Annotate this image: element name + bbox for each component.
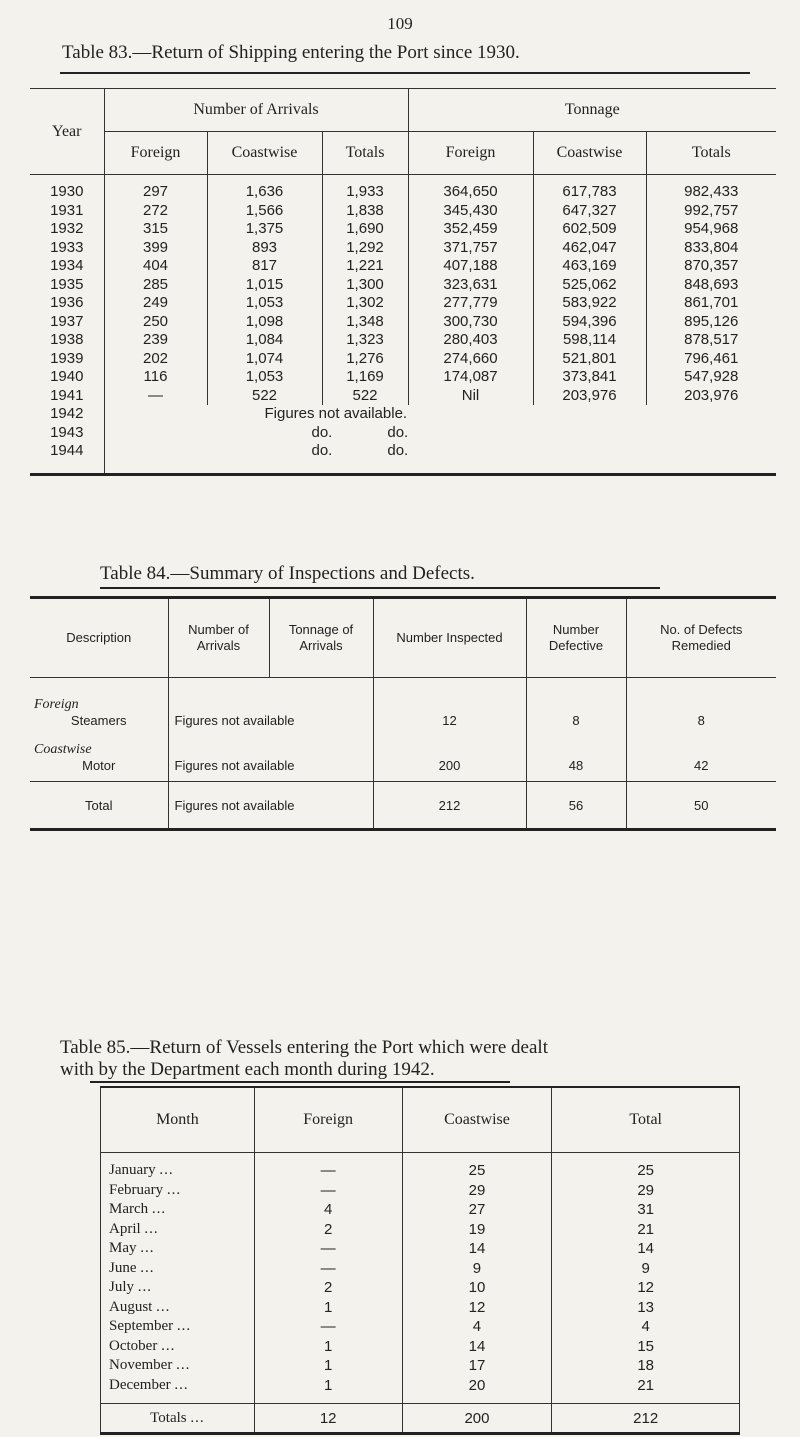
table-cell: 1,276 xyxy=(322,350,408,369)
table-cell: 4 xyxy=(552,1317,740,1337)
cell-text: Steamers xyxy=(70,712,127,728)
table-cell: 31 xyxy=(552,1200,740,1220)
table-cell: 992,757 xyxy=(646,202,776,221)
remedied-header: No. of Defects Remedied xyxy=(626,598,776,678)
table-cell: 56 xyxy=(526,782,626,830)
cell-text: July xyxy=(109,1279,135,1296)
table-cell: 1941 xyxy=(50,386,84,404)
table-cell: 1,302 xyxy=(322,294,408,313)
table-84-caption: Table 84.—Summary of Inspections and Defects. xyxy=(100,563,475,584)
table-cell: 1,636 xyxy=(207,175,322,202)
table-row-total xyxy=(30,782,776,830)
cell-text: Totals xyxy=(150,1409,187,1426)
table-cell xyxy=(101,1376,255,1404)
table-cell: 870,357 xyxy=(646,257,776,276)
defective-header: Number Defective xyxy=(526,598,626,678)
table-85 xyxy=(100,1086,740,1435)
table-row xyxy=(30,313,776,332)
table-cell: 13 xyxy=(552,1298,740,1318)
table-cell: 9 xyxy=(552,1259,740,1279)
table-cell: 1,933 xyxy=(322,175,408,202)
cell-text: November xyxy=(109,1357,173,1374)
arrivals-totals-header: Totals xyxy=(322,132,408,175)
table-85-rule xyxy=(90,1081,510,1083)
coastwise-header: Coastwise xyxy=(402,1087,552,1153)
table-cell: 1,838 xyxy=(322,202,408,221)
table-cell: 12 xyxy=(254,1404,402,1434)
table-cell: 4 xyxy=(254,1200,402,1220)
table-cell xyxy=(101,1278,255,1298)
table-cell: 50 xyxy=(626,782,776,830)
table-cell: 878,517 xyxy=(646,331,776,350)
table-cell: 522 xyxy=(322,387,408,406)
table-cell: 1 xyxy=(254,1298,402,1318)
table-cell: 1940 xyxy=(50,368,84,386)
table-cell: 861,701 xyxy=(646,294,776,313)
table-cell xyxy=(101,1298,255,1318)
cell-text: August xyxy=(109,1298,153,1315)
cell-text: ... xyxy=(176,1357,191,1374)
table-cell: 1930 xyxy=(50,183,84,201)
cell-text: April xyxy=(109,1220,141,1237)
cell-text: September xyxy=(109,1318,174,1335)
table-cell: 1 xyxy=(254,1337,402,1357)
table-cell: 1,690 xyxy=(322,220,408,239)
cell-text: ... xyxy=(144,1220,159,1237)
cell-text: ... xyxy=(140,1240,155,1257)
table-cell: 407,188 xyxy=(408,257,533,276)
table-row xyxy=(30,350,776,369)
table-cell: — xyxy=(254,1317,402,1337)
table-cell: 174,087 xyxy=(408,368,533,387)
table-cell: 1938 xyxy=(50,331,84,349)
table-cell: 602,509 xyxy=(533,220,646,239)
table-83 xyxy=(30,88,776,476)
tonnage-header: Tonnage of Arrivals xyxy=(269,598,373,678)
table-cell: — xyxy=(254,1239,402,1259)
table-cell: 48 xyxy=(526,734,626,782)
arrivals-header: Number of Arrivals xyxy=(168,598,269,678)
table-cell: 1937 xyxy=(50,312,84,330)
table-cell: 1,015 xyxy=(207,276,322,295)
table-cell: 212 xyxy=(373,782,526,830)
table-cell: 1,348 xyxy=(322,313,408,332)
table-cell: 1,375 xyxy=(207,220,322,239)
tonnage-foreign-header: Foreign xyxy=(408,132,533,175)
table-cell: 1,084 xyxy=(207,331,322,350)
table-cell: 647,327 xyxy=(533,202,646,221)
table-cell: 1939 xyxy=(50,349,84,367)
table-cell: 250 xyxy=(104,313,207,332)
table-cell: 1935 xyxy=(50,275,84,293)
table-row xyxy=(30,220,776,239)
table-cell: 371,757 xyxy=(408,239,533,258)
table-row xyxy=(101,1317,740,1337)
table-cell: 29 xyxy=(402,1181,552,1201)
cell-text: ... xyxy=(156,1298,171,1315)
description-header: Description xyxy=(30,598,168,678)
table-cell: 525,062 xyxy=(533,276,646,295)
table-cell: 817 xyxy=(207,257,322,276)
cell-text: ... xyxy=(159,1162,174,1179)
table-row xyxy=(101,1181,740,1201)
table-row xyxy=(101,1220,740,1240)
table-cell: 203,976 xyxy=(533,387,646,406)
table-cell: 833,804 xyxy=(646,239,776,258)
table-cell xyxy=(101,1239,255,1259)
cell-text: do. xyxy=(387,423,409,441)
table-cell: 373,841 xyxy=(533,368,646,387)
table-cell: 1,074 xyxy=(207,350,322,369)
year-header: Year xyxy=(30,89,104,175)
table-cell: 522 xyxy=(207,387,322,406)
table-cell: 893 xyxy=(207,239,322,258)
table-cell xyxy=(101,1153,255,1181)
table-row xyxy=(30,257,776,276)
table-cell: 1936 xyxy=(50,294,84,312)
table-85-caption-line2: with by the Department each month during 1942. xyxy=(60,1059,435,1080)
table-cell: 27 xyxy=(402,1200,552,1220)
table-cell: — xyxy=(254,1153,402,1181)
cell-text: Motor xyxy=(82,758,116,773)
table-cell: 462,047 xyxy=(533,239,646,258)
cell-text: March xyxy=(109,1201,149,1218)
arrivals-foreign-header: Foreign xyxy=(104,132,207,175)
table-cell: 848,693 xyxy=(646,276,776,295)
table-row-1943 xyxy=(30,424,776,443)
table-row xyxy=(30,678,776,734)
table-cell: 4 xyxy=(402,1317,552,1337)
table-cell xyxy=(104,424,776,443)
cell-text: ... xyxy=(190,1409,205,1426)
table-row xyxy=(30,387,776,406)
table-84-rule xyxy=(100,587,660,589)
table-cell: 1,053 xyxy=(207,368,322,387)
table-cell: 2 xyxy=(254,1278,402,1298)
table-cell: 315 xyxy=(104,220,207,239)
table-cell: 42 xyxy=(626,734,776,782)
arrivals-coastwise-header: Coastwise xyxy=(207,132,322,175)
table-cell: 1944 xyxy=(30,442,104,474)
table-cell: 2 xyxy=(254,1220,402,1240)
table-cell: 20 xyxy=(402,1376,552,1404)
table-cell: Figures not available xyxy=(168,734,373,782)
table-cell: 10 xyxy=(402,1278,552,1298)
table-cell: 17 xyxy=(402,1356,552,1376)
table-cell: 954,968 xyxy=(646,220,776,239)
table-cell: 212 xyxy=(552,1404,740,1434)
table-row xyxy=(30,331,776,350)
table-cell: 1,300 xyxy=(322,276,408,295)
table-cell: 1932 xyxy=(50,220,84,238)
cell-text: ... xyxy=(151,1201,167,1218)
table-cell: Figures not available xyxy=(168,782,373,830)
table-cell xyxy=(101,1404,255,1434)
table-83-rule xyxy=(60,72,750,74)
table-cell: 285 xyxy=(104,276,207,295)
table-cell: 895,126 xyxy=(646,313,776,332)
table-cell: 1,566 xyxy=(207,202,322,221)
table-cell: 9 xyxy=(402,1259,552,1279)
table-cell xyxy=(101,1220,255,1240)
table-cell: 617,783 xyxy=(533,175,646,202)
table-cell: 15 xyxy=(552,1337,740,1357)
table-cell: 1931 xyxy=(50,201,84,219)
table-cell: 796,461 xyxy=(646,350,776,369)
cell-text: do. xyxy=(311,442,333,460)
table-cell: 12 xyxy=(552,1278,740,1298)
table-cell: 200 xyxy=(373,734,526,782)
table-cell: 1 xyxy=(254,1376,402,1404)
table-cell: Total xyxy=(30,782,168,830)
cell-text: do. xyxy=(387,442,409,460)
table-cell: 21 xyxy=(552,1220,740,1240)
table-cell: 364,650 xyxy=(408,175,533,202)
table-cell: 1,323 xyxy=(322,331,408,350)
page-number: 109 xyxy=(387,14,413,33)
table-cell: 1,098 xyxy=(207,313,322,332)
cell-text: ... xyxy=(166,1181,182,1198)
cell-text: October xyxy=(109,1337,158,1354)
table-cell: — xyxy=(254,1181,402,1201)
table-cell xyxy=(101,1337,255,1357)
tonnage-header: Tonnage xyxy=(408,89,776,132)
table-cell: 1942 xyxy=(50,405,84,423)
table-row xyxy=(30,734,776,782)
table-cell: 404 xyxy=(104,257,207,276)
table-row xyxy=(101,1376,740,1404)
table-cell: — xyxy=(254,1259,402,1279)
table-cell: 1,292 xyxy=(322,239,408,258)
table-cell: 280,403 xyxy=(408,331,533,350)
table-cell: 1,221 xyxy=(322,257,408,276)
arrivals-header: Number of Arrivals xyxy=(104,89,408,132)
table-cell: 521,801 xyxy=(533,350,646,369)
total-header: Total xyxy=(552,1087,740,1153)
table-cell: 594,396 xyxy=(533,313,646,332)
table-cell xyxy=(30,734,168,782)
table-cell: 14 xyxy=(402,1337,552,1357)
cell-text: ... xyxy=(137,1279,153,1296)
cell-text: do. xyxy=(311,423,333,441)
table-84 xyxy=(30,596,776,831)
inspected-header: Number Inspected xyxy=(373,598,526,678)
table-row-totals xyxy=(101,1404,740,1434)
table-cell: 274,660 xyxy=(408,350,533,369)
cell-text: Coastwise xyxy=(34,742,92,757)
table-row xyxy=(30,175,776,202)
table-cell: 203,976 xyxy=(646,387,776,406)
table-cell: Nil xyxy=(408,387,533,406)
table-cell: 14 xyxy=(552,1239,740,1259)
cell-text: May xyxy=(109,1240,137,1257)
cell-text: December xyxy=(109,1376,171,1393)
table-cell xyxy=(30,678,168,734)
table-cell xyxy=(104,442,776,474)
table-cell: 1943 xyxy=(50,423,84,441)
table-row xyxy=(101,1200,740,1220)
table-cell: 598,114 xyxy=(533,331,646,350)
table-cell xyxy=(101,1317,255,1337)
table-cell: 300,730 xyxy=(408,313,533,332)
table-cell: 1934 xyxy=(50,257,84,275)
table-cell: 12 xyxy=(402,1298,552,1318)
cell-text: February xyxy=(109,1181,164,1198)
foreign-header: Foreign xyxy=(254,1087,402,1153)
table-cell: 249 xyxy=(104,294,207,313)
table-cell: 352,459 xyxy=(408,220,533,239)
table-cell: 1,169 xyxy=(322,368,408,387)
table-row xyxy=(30,239,776,258)
table-row xyxy=(101,1153,740,1181)
table-85-caption-line1: Table 85.—Return of Vessels entering the Port which were dealt xyxy=(60,1037,548,1058)
table-cell xyxy=(101,1259,255,1279)
table-cell: 12 xyxy=(373,678,526,734)
table-cell: 1933 xyxy=(50,238,84,256)
table-cell: Figures not available xyxy=(168,678,373,734)
table-83-caption: Table 83.—Return of Shipping entering the Port since 1930. xyxy=(62,42,520,63)
cell-text: January xyxy=(109,1162,156,1179)
table-cell: 200 xyxy=(402,1404,552,1434)
cell-text: ... xyxy=(176,1318,192,1335)
tonnage-coastwise-header: Coastwise xyxy=(533,132,646,175)
table-row xyxy=(30,202,776,221)
table-cell: 25 xyxy=(402,1153,552,1181)
table-cell: — xyxy=(104,387,207,406)
table-row xyxy=(101,1278,740,1298)
table-row xyxy=(101,1337,740,1357)
month-header: Month xyxy=(101,1087,255,1153)
cell-text: ... xyxy=(174,1376,189,1393)
table-row-1942 xyxy=(30,405,776,424)
table-cell: 18 xyxy=(552,1356,740,1376)
table-row xyxy=(101,1298,740,1318)
table-cell: 323,631 xyxy=(408,276,533,295)
table-row xyxy=(30,368,776,387)
cell-text: ... xyxy=(140,1259,155,1276)
table-cell: 1 xyxy=(254,1356,402,1376)
table-cell: 202 xyxy=(104,350,207,369)
table-cell: 19 xyxy=(402,1220,552,1240)
table-cell xyxy=(101,1181,255,1201)
table-row xyxy=(101,1259,740,1279)
table-cell: Figures not available. xyxy=(104,405,776,424)
table-cell: 21 xyxy=(552,1376,740,1404)
table-cell: 982,433 xyxy=(646,175,776,202)
cell-text: Foreign xyxy=(34,696,79,712)
table-cell: 25 xyxy=(552,1153,740,1181)
table-cell: 399 xyxy=(104,239,207,258)
table-cell: 14 xyxy=(402,1239,552,1259)
table-cell: 463,169 xyxy=(533,257,646,276)
table-row xyxy=(30,294,776,313)
table-cell: 297 xyxy=(104,175,207,202)
table-cell: 29 xyxy=(552,1181,740,1201)
table-cell: 8 xyxy=(526,678,626,734)
table-cell: 277,779 xyxy=(408,294,533,313)
table-cell xyxy=(101,1356,255,1376)
table-row-1944 xyxy=(30,442,776,474)
table-cell: 8 xyxy=(626,678,776,734)
table-cell: 583,922 xyxy=(533,294,646,313)
table-cell: 239 xyxy=(104,331,207,350)
tonnage-totals-header: Totals xyxy=(646,132,776,175)
table-cell: 345,430 xyxy=(408,202,533,221)
table-row xyxy=(101,1356,740,1376)
table-cell: 272 xyxy=(104,202,207,221)
table-row xyxy=(30,276,776,295)
cell-text: ... xyxy=(161,1337,176,1354)
table-cell: 547,928 xyxy=(646,368,776,387)
table-cell: 116 xyxy=(104,368,207,387)
table-cell xyxy=(101,1200,255,1220)
table-cell: 1,053 xyxy=(207,294,322,313)
cell-text: June xyxy=(109,1259,137,1276)
table-row xyxy=(101,1239,740,1259)
